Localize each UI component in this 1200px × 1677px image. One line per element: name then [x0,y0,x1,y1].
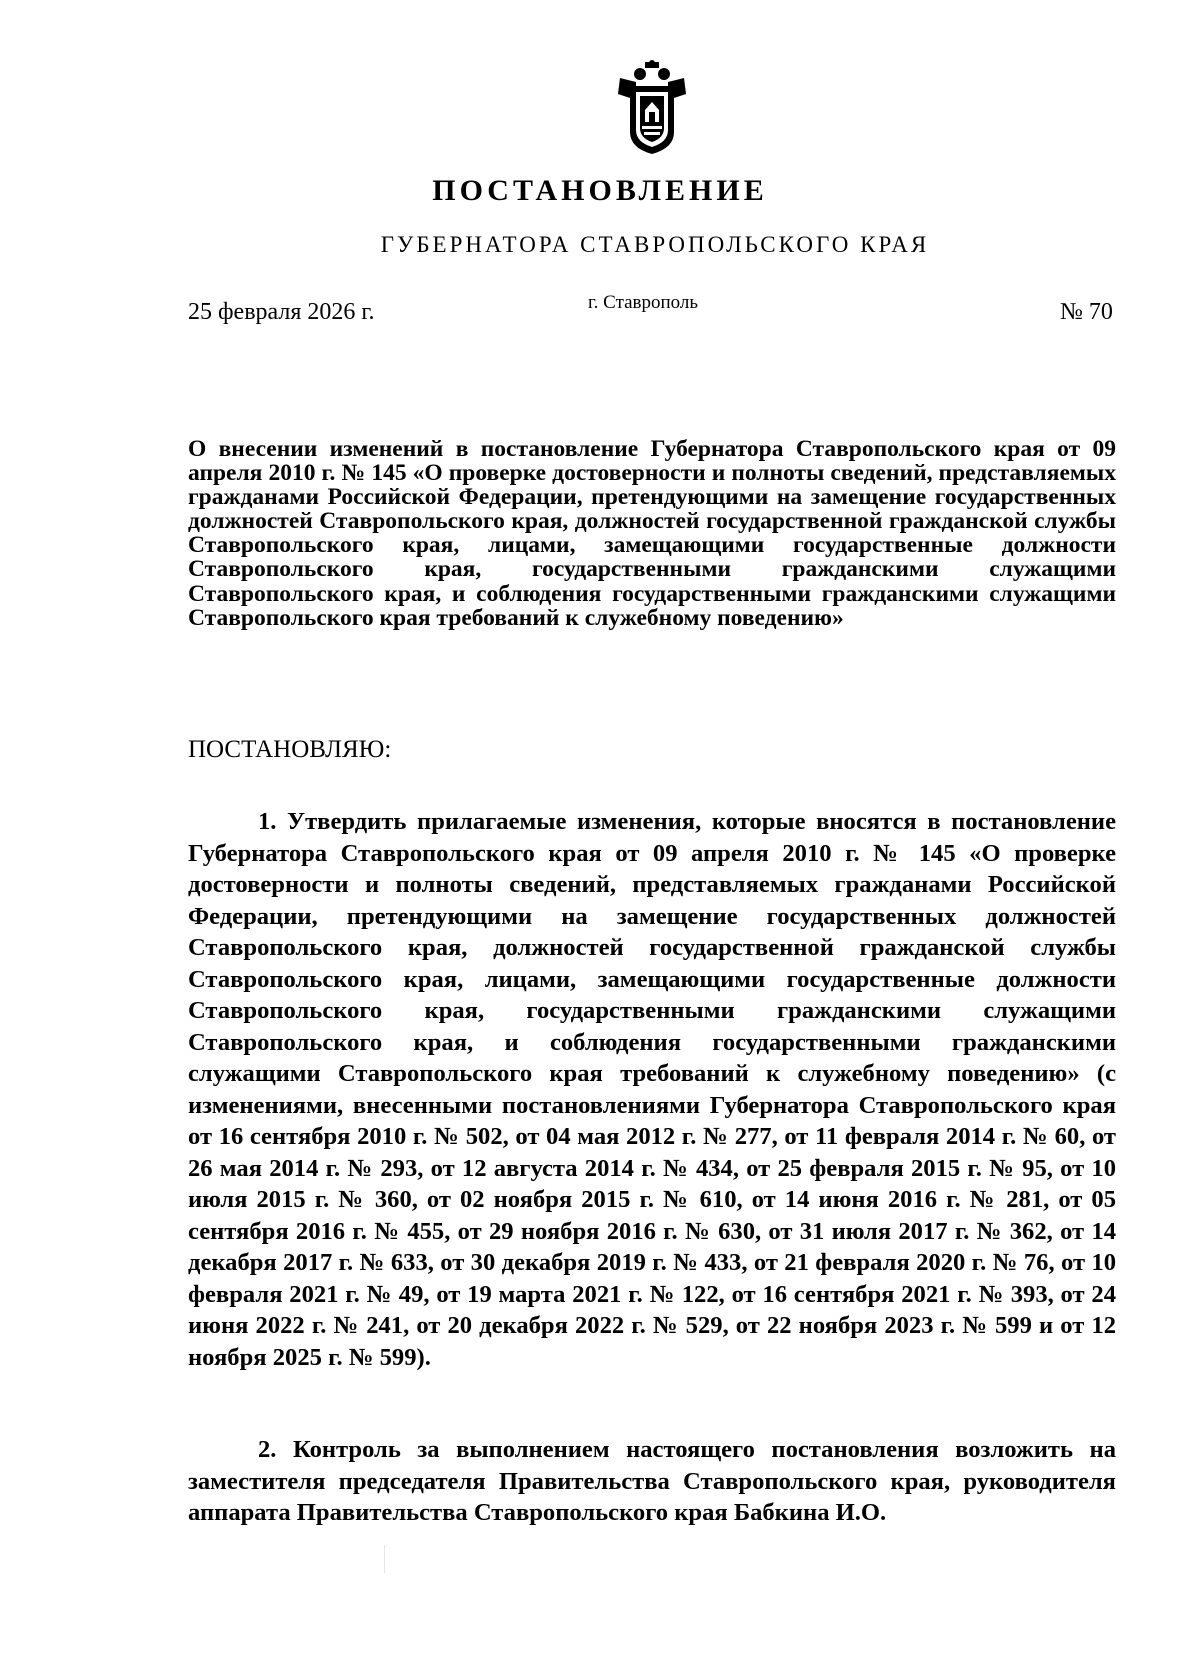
document-number: № 70 [1060,299,1113,325]
document-subject-title: О внесении изменений в постановление Губернатора Ставропольского края от 09 апреля 2010 г. № 145 «О проверке достоверности и полноты сведений, представляемых гражданами Российской Федерации, претендующими на замещение государственных должностей Ставропольского края, должностей государственной гражданской службы Ставропольского края, лицами, замещающими государственные должности Ставропольского края, государственными гражданскими служащими Ставропольского края, и соблюдения государственными гражданскими служащими Ставропольского края требований к служебному поведению» [188,436,1116,631]
document-date: 25 февраля 2026 г. [188,299,375,325]
paragraph-2: 2. Контроль за выполнением настоящего постановления возложить на заместителя председателя Правительства Ставропольского края, руководителя аппарата Правительства Ставропольского края Бабкина И.О. [188,1436,1116,1526]
coat-of-arms-icon [612,60,692,156]
scan-artifact-line [384,1545,385,1573]
issuing-authority: ГУБЕРНАТОРА СТАВРОПОЛЬСКОГО КРАЯ [380,232,930,257]
paragraph-1: 1. Утвердить прилагаемые изменения, которые вносятся в постановление Губернатора Ставропольского края от 09 апреля 2010 г. № 145 «О проверке достоверности и полноты сведений, представляемых гражданами Российской Федерации, претендующими на замещение государственных должностей Ставропольского края, должностей государственной гражданской службы Ставропольского края, лицами, замещающими государственные должности Ставропольского края, государственными гражданскими служащими Ставропольского края, и соблюдения государственными гражданскими служащими Ставропольского края требований к служебному поведению» (с изменениями, внесенными постановлениями Губернатора Ставропольского края от 16 сентября 2010 г. № 502, от 04 мая 2012 г. № 277, от 11 февраля 2014 г. № 60, от 26 мая 2014 г. № 293, от 12 августа 2014 г. № 434, от 25 февраля 2015 г. № 95, от 10 июля 2015 г. № 360, от 02 ноября 2015 г. № 610, от 14 июня 2016 г. № 281, от 05 сентября 2016 г. № 455, от 29 ноября 2016 г. № 630, от 31 июля 2017 г. № 362, от 14 декабря 2017 г. № 633, от 30 декабря 2019 г. № 433, от 21 февраля 2020 г. № 76, от 10 февраля 2021 г. № 49, от 19 марта 2021 г. № 122, от 16 сентября 2021 г. № 393, от 24 июня 2022 г. № 241, от 20 декабря 2022 г. № 529, от 22 ноября 2023 г. № 599 и от 12 ноября 2025 г. № 599). [188,808,1116,1371]
decree-word: ПОСТАНОВЛЯЮ: [188,736,392,763]
document-type-title: ПОСТАНОВЛЕНИЕ [432,174,768,207]
document-city: г. Ставрополь [588,292,699,313]
